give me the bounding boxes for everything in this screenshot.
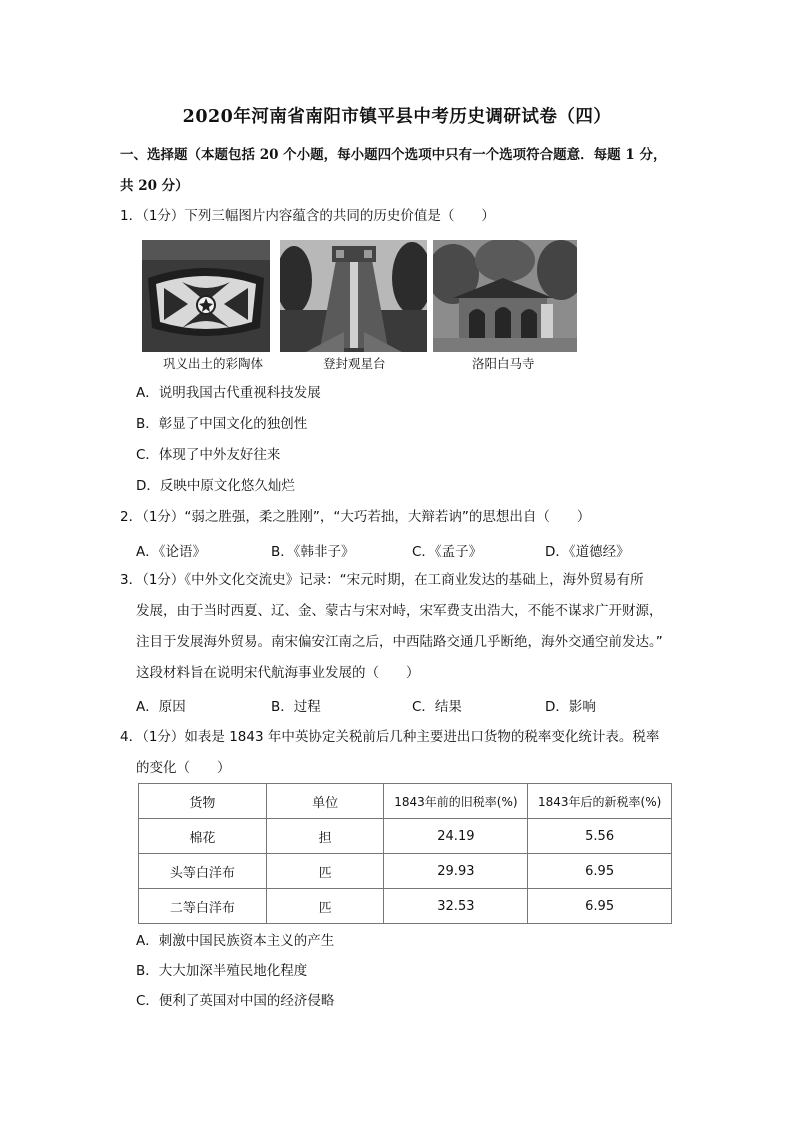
section-heading-line-1: 一、选择题（本题包括 20 个小题，每小题四个选项中只有一个选项符合题意．每题 1 分， (120, 147, 667, 163)
table-row (139, 854, 672, 889)
question-3-option-c[interactable]: C．结果 (412, 699, 462, 715)
painted-pottery-photo (142, 240, 270, 352)
table-cell: 6.95 (528, 854, 672, 889)
question-3-option-b[interactable]: B．过程 (271, 699, 321, 715)
question-2-stem: 2．（1分）“弱之胜强，柔之胜刚”，“大巧若拙，大辩若讷”的思想出自（ ） (120, 509, 591, 525)
tax-rate-table (138, 783, 672, 924)
photo-caption-3: 洛阳白马寺 (472, 356, 535, 371)
question-4-option-a[interactable]: A．刺激中国民族资本主义的产生 (136, 933, 335, 949)
table-cell: 5.56 (528, 819, 672, 854)
question-1-option-b[interactable]: B．彰显了中国文化的独创性 (136, 416, 308, 432)
table-cell: 32.53 (384, 889, 528, 924)
page-title: 2020年河南省南阳市镇平县中考历史调研试卷（四） (182, 107, 612, 127)
question-4-line-1: 4．（1分）如表是 1843 年中英协定关税前后几种主要进出口货物的税率变化统计表。税率 (120, 729, 660, 745)
table-cell: 匹 (266, 854, 384, 889)
table-cell: 棉花 (139, 819, 267, 854)
question-1-option-a[interactable]: A．说明我国古代重视科技发展 (136, 385, 321, 401)
table-cell: 担 (266, 819, 384, 854)
observatory-photo (280, 240, 427, 352)
question-4-line-2: 的变化（ ） (136, 760, 231, 776)
question-3-option-d[interactable]: D．影响 (545, 699, 596, 715)
photo-caption-1: 巩义出土的彩陶体 (163, 356, 264, 371)
table-cell: 6.95 (528, 889, 672, 924)
question-1-option-d[interactable]: D．反映中原文化悠久灿烂 (136, 478, 295, 494)
table-cell: 29.93 (384, 854, 528, 889)
question-3-option-a[interactable]: A．原因 (136, 699, 186, 715)
table-row (139, 889, 672, 924)
question-3-line-3: 注目于发展海外贸易。南宋偏安江南之后，中西陆路交通几乎断绝，海外交通空前发达。” (136, 634, 663, 650)
table-header-cell: 1843年前的旧税率(%) (384, 784, 528, 819)
question-4-option-b[interactable]: B．大大加深半殖民地化程度 (136, 963, 308, 979)
question-2-option-b[interactable]: B．《韩非子》 (271, 544, 355, 560)
table-header-cell: 单位 (266, 784, 384, 819)
table-cell: 二等白洋布 (139, 889, 267, 924)
question-2-option-c[interactable]: C．《孟子》 (412, 544, 483, 560)
table-header-cell: 货物 (139, 784, 267, 819)
temple-photo (433, 240, 577, 352)
table-cell: 匹 (266, 889, 384, 924)
table-header-cell: 1843年后的新税率(%) (528, 784, 672, 819)
table-header-row (139, 784, 672, 819)
table-row (139, 819, 672, 854)
question-2-option-d[interactable]: D．《道德经》 (545, 544, 630, 560)
question-3-line-4: 这段材料旨在说明宋代航海事业发展的（ ） (136, 665, 420, 681)
question-3-line-1: 3．（1分）《中外文化交流史》记录：“宋元时期，在工商业发达的基础上，海外贸易有所 (120, 572, 644, 588)
question-4-option-c[interactable]: C．便利了英国对中国的经济侵略 (136, 993, 335, 1009)
question-2-option-a[interactable]: A．《论语》 (136, 544, 206, 560)
section-heading-line-2: 共 20 分） (120, 178, 189, 194)
question-1-stem: 1．（1分）下列三幅图片内容蕴含的共同的历史价值是（ ） (120, 208, 495, 224)
table-cell: 24.19 (384, 819, 528, 854)
question-3-line-2: 发展，由于当时西夏、辽、金、蒙古与宋对峙，宋军费支出浩大，不能不谋求广开财源， (136, 603, 663, 619)
question-1-option-c[interactable]: C．体现了中外友好往来 (136, 447, 281, 463)
table-cell: 头等白洋布 (139, 854, 267, 889)
photo-caption-2: 登封观星台 (323, 356, 386, 371)
